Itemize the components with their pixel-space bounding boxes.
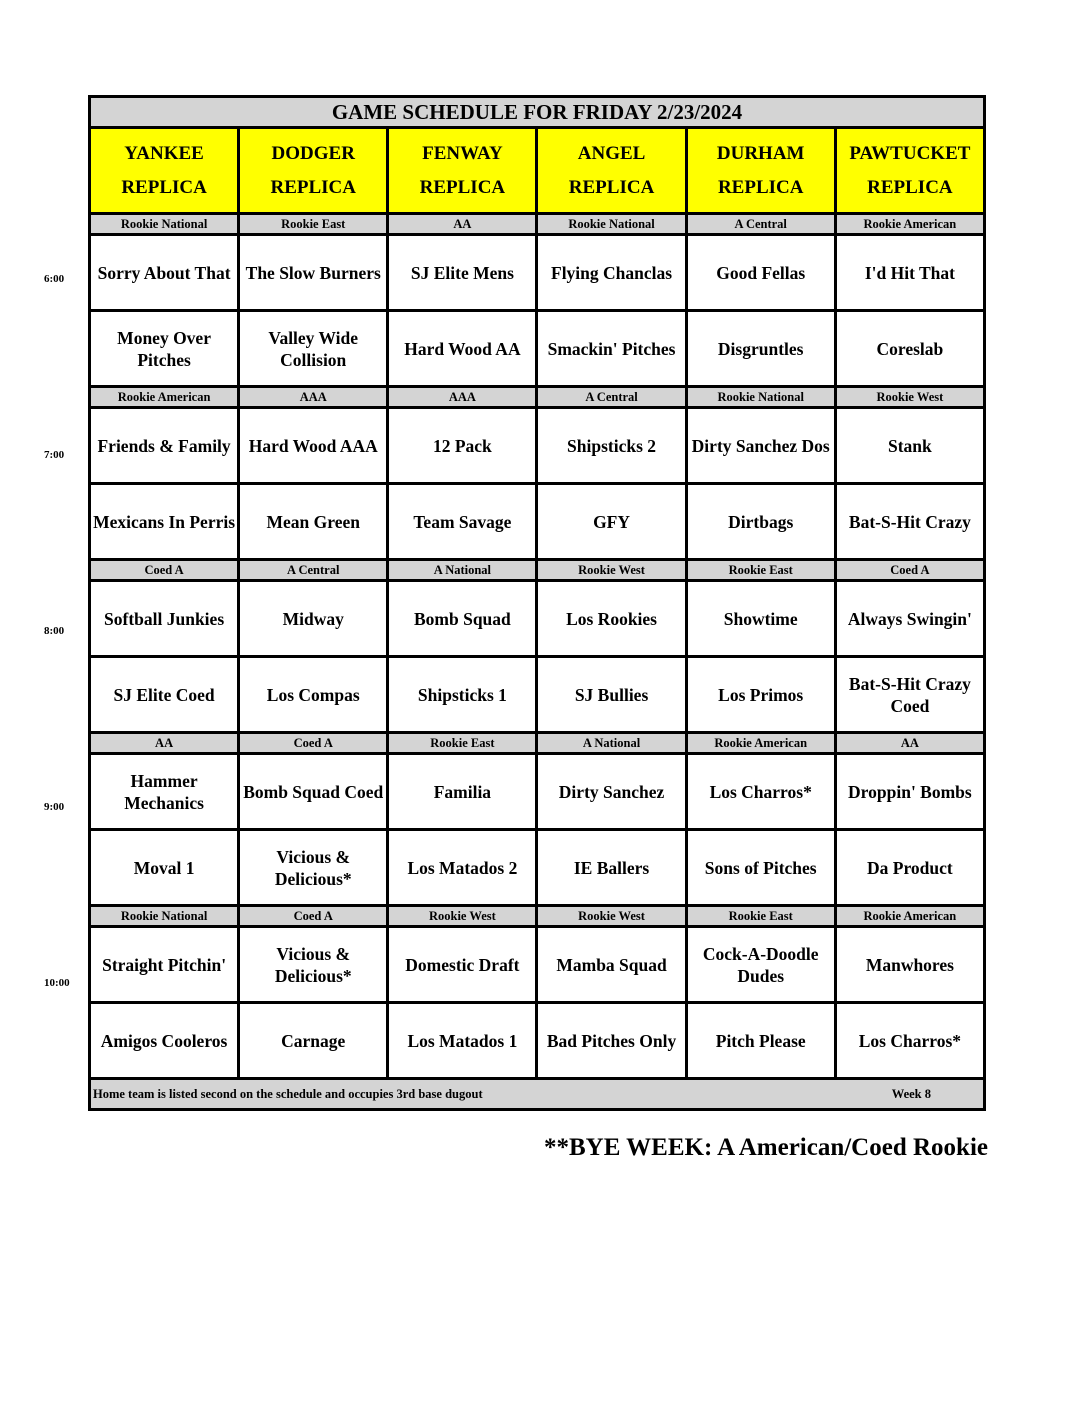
- away-team-row: [90, 754, 985, 830]
- division-label: Rookie East: [686, 906, 835, 927]
- home-team: IE Ballers: [537, 830, 686, 906]
- home-team-row: [90, 484, 985, 560]
- division-label: AAA: [388, 387, 537, 408]
- away-team: Los Charros*: [686, 754, 835, 830]
- title-row: [90, 97, 985, 128]
- field-header-yankee: YANKEE REPLICA: [90, 128, 239, 214]
- division-label: Rookie American: [835, 906, 984, 927]
- home-team: Los Matados 1: [388, 1003, 537, 1079]
- footer-cell: [90, 1079, 985, 1110]
- division-row: [90, 733, 985, 754]
- division-label: A National: [388, 560, 537, 581]
- home-team: Pitch Please: [686, 1003, 835, 1079]
- home-team: Moval 1: [90, 830, 239, 906]
- home-team-row: [90, 311, 985, 387]
- away-team: Showtime: [686, 581, 835, 657]
- division-row: [90, 560, 985, 581]
- away-team: Softball Junkies: [90, 581, 239, 657]
- away-team: Los Rookies: [537, 581, 686, 657]
- away-team: Straight Pitchin': [90, 927, 239, 1003]
- field-header-row: [90, 128, 985, 214]
- home-team: Amigos Cooleros: [90, 1003, 239, 1079]
- division-label: Coed A: [239, 733, 388, 754]
- home-team: Los Primos: [686, 657, 835, 733]
- division-label: A Central: [239, 560, 388, 581]
- division-label: Rookie East: [686, 560, 835, 581]
- division-label: Rookie East: [388, 733, 537, 754]
- away-team: SJ Elite Mens: [388, 235, 537, 311]
- division-label: Rookie American: [90, 387, 239, 408]
- schedule-table: [88, 95, 986, 1111]
- division-row: [90, 214, 985, 235]
- schedule-title: GAME SCHEDULE FOR FRIDAY 2/23/2024: [90, 97, 985, 128]
- away-team: Midway: [239, 581, 388, 657]
- home-team-row: [90, 830, 985, 906]
- time-label-8: 8:00: [44, 625, 65, 637]
- away-team: Hammer Mechanics: [90, 754, 239, 830]
- field-header-angel: ANGEL REPLICA: [537, 128, 686, 214]
- away-team: The Slow Burners: [239, 235, 388, 311]
- field-header-dodger: DODGER REPLICA: [239, 128, 388, 214]
- away-team: Bomb Squad Coed: [239, 754, 388, 830]
- home-team: Bat-S-Hit Crazy Coed: [835, 657, 984, 733]
- away-team: Dirty Sanchez Dos: [686, 408, 835, 484]
- division-row: [90, 387, 985, 408]
- away-team: Familia: [388, 754, 537, 830]
- division-label: Rookie National: [537, 214, 686, 235]
- division-label: A Central: [686, 214, 835, 235]
- division-label: Rookie American: [686, 733, 835, 754]
- field-header-pawtucket: PAWTUCKET REPLICA: [835, 128, 984, 214]
- division-label: AA: [90, 733, 239, 754]
- time-label-6: 6:00: [44, 273, 65, 285]
- away-team: Good Fellas: [686, 235, 835, 311]
- away-team: Bomb Squad: [388, 581, 537, 657]
- division-label: Rookie West: [388, 906, 537, 927]
- week-label: Week 8: [891, 1086, 931, 1101]
- away-team-row: [90, 927, 985, 1003]
- home-team-row: [90, 657, 985, 733]
- footer-row: [90, 1079, 985, 1110]
- home-team-row: [90, 1003, 985, 1079]
- home-team: Los Charros*: [835, 1003, 984, 1079]
- time-column: [0, 0, 90, 1408]
- time-label-7: 7:00: [44, 449, 65, 461]
- division-label: Rookie West: [537, 560, 686, 581]
- field-header-fenway: FENWAY REPLICA: [388, 128, 537, 214]
- away-team: Shipsticks 2: [537, 408, 686, 484]
- away-team: Droppin' Bombs: [835, 754, 984, 830]
- home-team: Disgruntles: [686, 311, 835, 387]
- away-team: Flying Chanclas: [537, 235, 686, 311]
- home-team: Los Compas: [239, 657, 388, 733]
- away-team: Sorry About That: [90, 235, 239, 311]
- home-team: Bad Pitches Only: [537, 1003, 686, 1079]
- home-team: Bat-S-Hit Crazy: [835, 484, 984, 560]
- home-team: Mexicans In Perris: [90, 484, 239, 560]
- away-team: Stank: [835, 408, 984, 484]
- division-label: Rookie National: [686, 387, 835, 408]
- away-team-row: [90, 581, 985, 657]
- division-label: A Central: [537, 387, 686, 408]
- home-team: Da Product: [835, 830, 984, 906]
- away-team: Vicious & Delicious*: [239, 927, 388, 1003]
- away-team: 12 Pack: [388, 408, 537, 484]
- home-team: Dirtbags: [686, 484, 835, 560]
- home-team: GFY: [537, 484, 686, 560]
- division-label: AA: [835, 733, 984, 754]
- bye-week-note: **BYE WEEK: A American/Coed Rookie: [543, 1134, 988, 1161]
- division-label: Rookie West: [835, 387, 984, 408]
- home-team: Team Savage: [388, 484, 537, 560]
- division-label: Coed A: [90, 560, 239, 581]
- division-label: Rookie West: [537, 906, 686, 927]
- division-label: AA: [388, 214, 537, 235]
- away-team: Domestic Draft: [388, 927, 537, 1003]
- home-team: Vicious & Delicious*: [239, 830, 388, 906]
- away-team: Manwhores: [835, 927, 984, 1003]
- home-team: Los Matados 2: [388, 830, 537, 906]
- away-team: Friends & Family: [90, 408, 239, 484]
- home-team: Coreslab: [835, 311, 984, 387]
- division-label: Rookie National: [90, 214, 239, 235]
- home-team: SJ Bullies: [537, 657, 686, 733]
- away-team-row: [90, 235, 985, 311]
- away-team: Cock-A-Doodle Dudes: [686, 927, 835, 1003]
- home-team-note: Home team is listed second on the schedule and occupies 3rd base dugout: [93, 1086, 483, 1101]
- division-label: Rookie American: [835, 214, 984, 235]
- division-label: Coed A: [239, 906, 388, 927]
- division-label: AAA: [239, 387, 388, 408]
- home-team: SJ Elite Coed: [90, 657, 239, 733]
- home-team: Carnage: [239, 1003, 388, 1079]
- home-team: Shipsticks 1: [388, 657, 537, 733]
- division-label: A National: [537, 733, 686, 754]
- division-label: Rookie National: [90, 906, 239, 927]
- away-team-row: [90, 408, 985, 484]
- home-team: Sons of Pitches: [686, 830, 835, 906]
- home-team: Smackin' Pitches: [537, 311, 686, 387]
- home-team: Hard Wood AA: [388, 311, 537, 387]
- home-team: Valley Wide Collision: [239, 311, 388, 387]
- home-team: Money Over Pitches: [90, 311, 239, 387]
- time-label-9: 9:00: [44, 801, 65, 813]
- field-header-durham: DURHAM REPLICA: [686, 128, 835, 214]
- home-team: Mean Green: [239, 484, 388, 560]
- away-team: Mamba Squad: [537, 927, 686, 1003]
- division-label: Coed A: [835, 560, 984, 581]
- away-team: Hard Wood AAA: [239, 408, 388, 484]
- time-label-10: 10:00: [44, 977, 70, 989]
- division-label: Rookie East: [239, 214, 388, 235]
- away-team: I'd Hit That: [835, 235, 984, 311]
- away-team: Always Swingin': [835, 581, 984, 657]
- away-team: Dirty Sanchez: [537, 754, 686, 830]
- division-row: [90, 906, 985, 927]
